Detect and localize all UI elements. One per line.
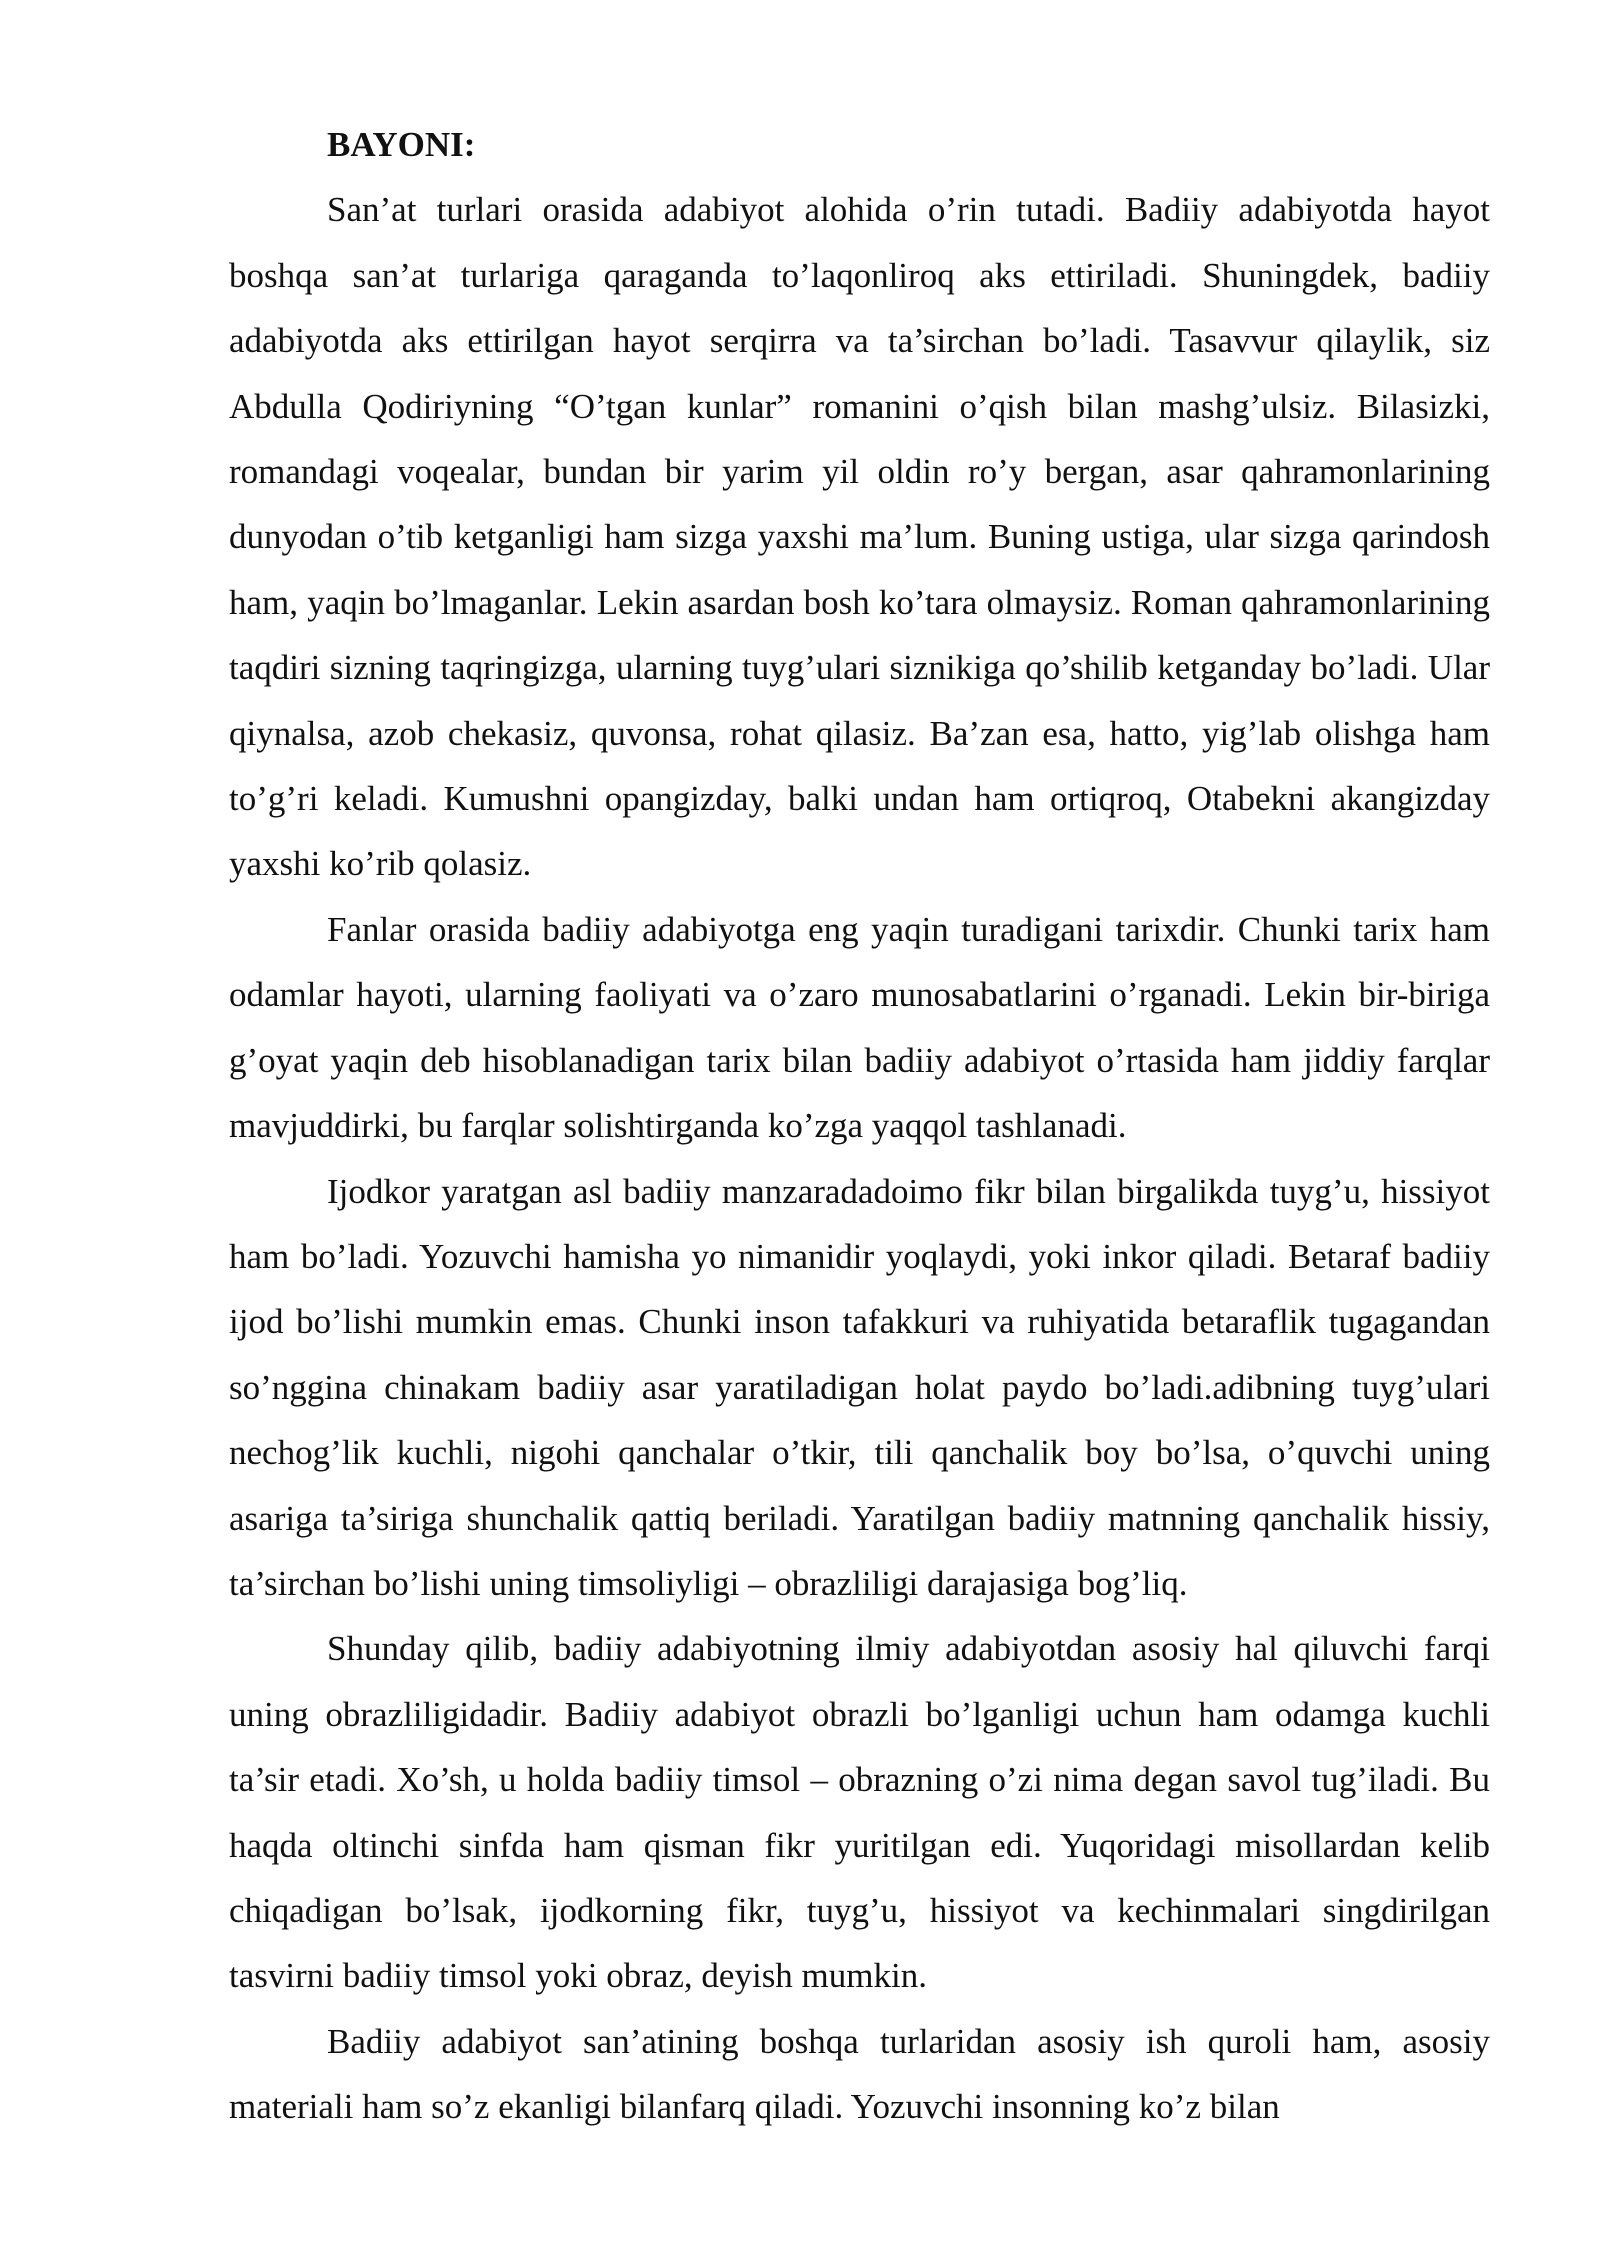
paragraph-3: Ijodkor yaratgan asl badiiy manzaradadoimo fikr bilan birgalikda tuyg’u, hissiyot ham bo’ladi. Yozuvchi hamisha yo nimanidir yoqlaydi, yoki inkor qiladi. Betaraf badiiy ijod bo’lishi mumkin emas. Chunki inson tafakkuri va ruhiyatida betaraflik tugagandan so’nggina chinakam badiiy asar yaratiladigan holat paydo bo’ladi.adibning tuyg’ulari nechog’lik kuchli, nigohi qanchalar o’tkir, tili qanchalik boy bo’lsa, o’quvchi uning asariga ta’siriga shunchalik qattiq beriladi. Yaratilgan badiiy matnning qanchalik hissiy, ta’sirchan bo’lishi uning timsoliyligi – obrazliligi darajasiga bog’liq. <box>229 1171 1490 1603</box>
document-body <box>229 112 1490 2140</box>
paragraph-1: San’at turlari orasida adabiyot alohida o’rin tutadi. Badiiy adabiyotda hayot boshqa san’at turlariga qaraganda to’laqonliroq aks ettiriladi. Shuningdek, badiiy adabiyotda aks ettirilgan hayot serqirra va ta’sirchan bo’ladi. Tasavvur qilaylik, siz Abdulla Qodiriyning “O’tgan kunlar” romanini o’qish bilan mashg’ulsiz. Bilasizki, romandagi voqealar, bundan bir yarim yil oldin ro’y bergan, asar qahramonlarining dunyodan o’tib ketganligi ham sizga yaxshi ma’lum. Buning ustiga, ular sizga qarindosh ham, yaqin bo’lmaganlar. Lekin asardan bosh ko’tara olmaysiz. Roman qahramonlarining taqdiri sizning taqringizga, ularning tuyg’ulari siznikiga qo’shilib ketganday bo’ladi. Ular qiynalsa, azob chekasiz, quvonsa, rohat qilasiz. Ba’zan esa, hatto, yig’lab olishga ham to’g’ri keladi. Kumushni opangizday, balki undan ham ortiqroq, Otabekni akangizday yaxshi ko’rib qolasiz. <box>229 190 1490 884</box>
section-heading: BAYONI: <box>327 125 476 164</box>
paragraph-4: Shunday qilib, badiiy adabiyotning ilmiy adabiyotdan asosiy hal qiluvchi farqi uning obrazliligidadir. Badiiy adabiyot obrazli bo’lganligi uchun ham odamga kuchli ta’sir etadi. Xo’sh, u holda badiiy timsol – obrazning o’zi nima degan savol tug’iladi. Bu haqda oltinchi sinfda ham qisman fikr yuritilgan edi. Yuqoridagi misollardan kelib chiqadigan bo’lsak, ijodkorning fikr, tuyg’u, hissiyot va kechinmalari singdirilgan tasvirni badiiy timsol yoki obraz, deyish mumkin. <box>229 1629 1490 1996</box>
paragraph-5: Badiiy adabiyot san’atining boshqa turlaridan asosiy ish quroli ham, asosiy materiali ham so’z ekanligi bilanfarq qiladi. Yozuvchi insonning ko’z bilan <box>229 2021 1490 2127</box>
paragraph-2: Fanlar orasida badiiy adabiyotga eng yaqin turadigani tarixdir. Chunki tarix ham odamlar hayoti, ularning faoliyati va o’zaro munosabatlarini o’rganadi. Lekin bir-biriga g’oyat yaqin deb hisoblanadigan tarix bilan badiiy adabiyot o’rtasida ham jiddiy farqlar mavjuddirki, bu farqlar solishtirganda ko’zga yaqqol tashlanadi. <box>229 909 1490 1146</box>
